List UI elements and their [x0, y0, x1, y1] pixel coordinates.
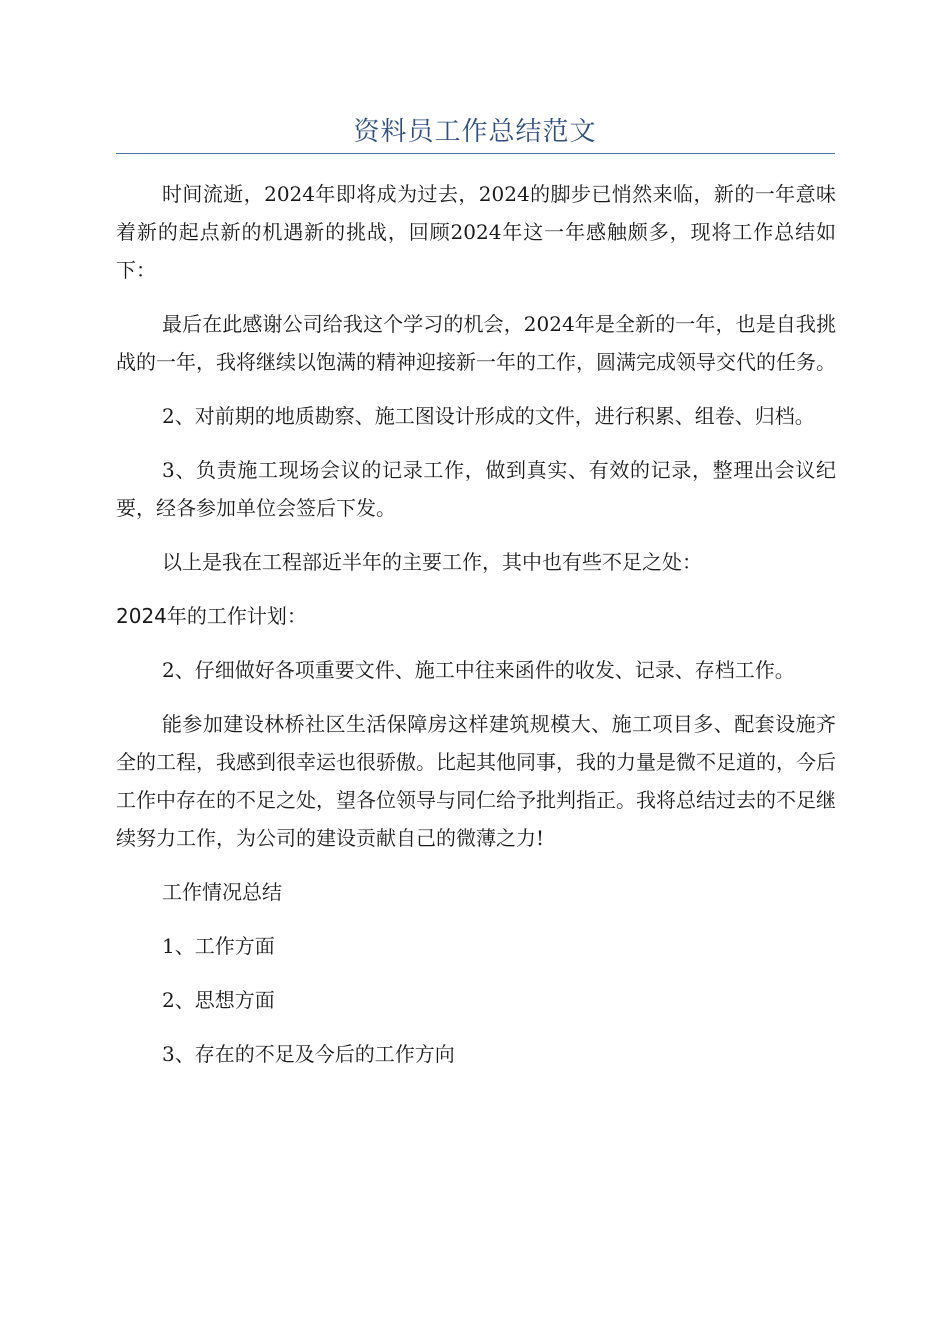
paragraph-item-3-meetings: 3、负责施工现场会议的记录工作，做到真实、有效的记录，整理出会议纪要，经各参加单位会签后下发。: [116, 458, 836, 520]
document-title: 资料员工作总结范文: [353, 117, 597, 147]
list-item-future: 3、存在的不足及今后的工作方向: [162, 1042, 455, 1066]
paragraph-item-2-archiving: 2、对前期的地质勘察、施工图设计形成的文件，进行积累、组卷、归档。: [162, 404, 815, 428]
paragraph-project: 能参加建设林桥社区生活保障房这样建筑规模大、施工项目多、配套设施齐全的工程，我感到很幸运也很骄傲。比起其他同事，我的力量是微不足道的，今后工作中存在的不足之处，望各位领导与同仁给予批判指正。我将总结过去的不足继续努力工作，为公司的建设贡献自己的微薄之力!: [116, 712, 836, 850]
section-heading-summary: 工作情况总结: [162, 880, 282, 904]
section-heading-plan: 2024年的工作计划：: [116, 604, 307, 628]
document-body: [116, 175, 836, 1089]
paragraph-intro: 时间流逝，2024年即将成为过去，2024的脚步已悄然来临，新的一年意味着新的起点新的机遇新的挑战，回顾2024年这一年感触颇多，现将工作总结如下：: [116, 182, 836, 282]
title-underline: [116, 153, 835, 154]
paragraph-plan-item-2: 2、仔细做好各项重要文件、施工中往来函件的收发、记录、存档工作。: [162, 658, 795, 682]
list-item-work: 1、工作方面: [162, 934, 275, 958]
paragraph-shortcomings: 以上是我在工程部近半年的主要工作，其中也有些不足之处：: [162, 550, 702, 574]
list-item-thought: 2、思想方面: [162, 988, 275, 1012]
paragraph-thanks: 最后在此感谢公司给我这个学习的机会，2024年是全新的一年，也是自我挑战的一年，我将继续以饱满的精神迎接新一年的工作，圆满完成领导交代的任务。: [116, 312, 836, 374]
